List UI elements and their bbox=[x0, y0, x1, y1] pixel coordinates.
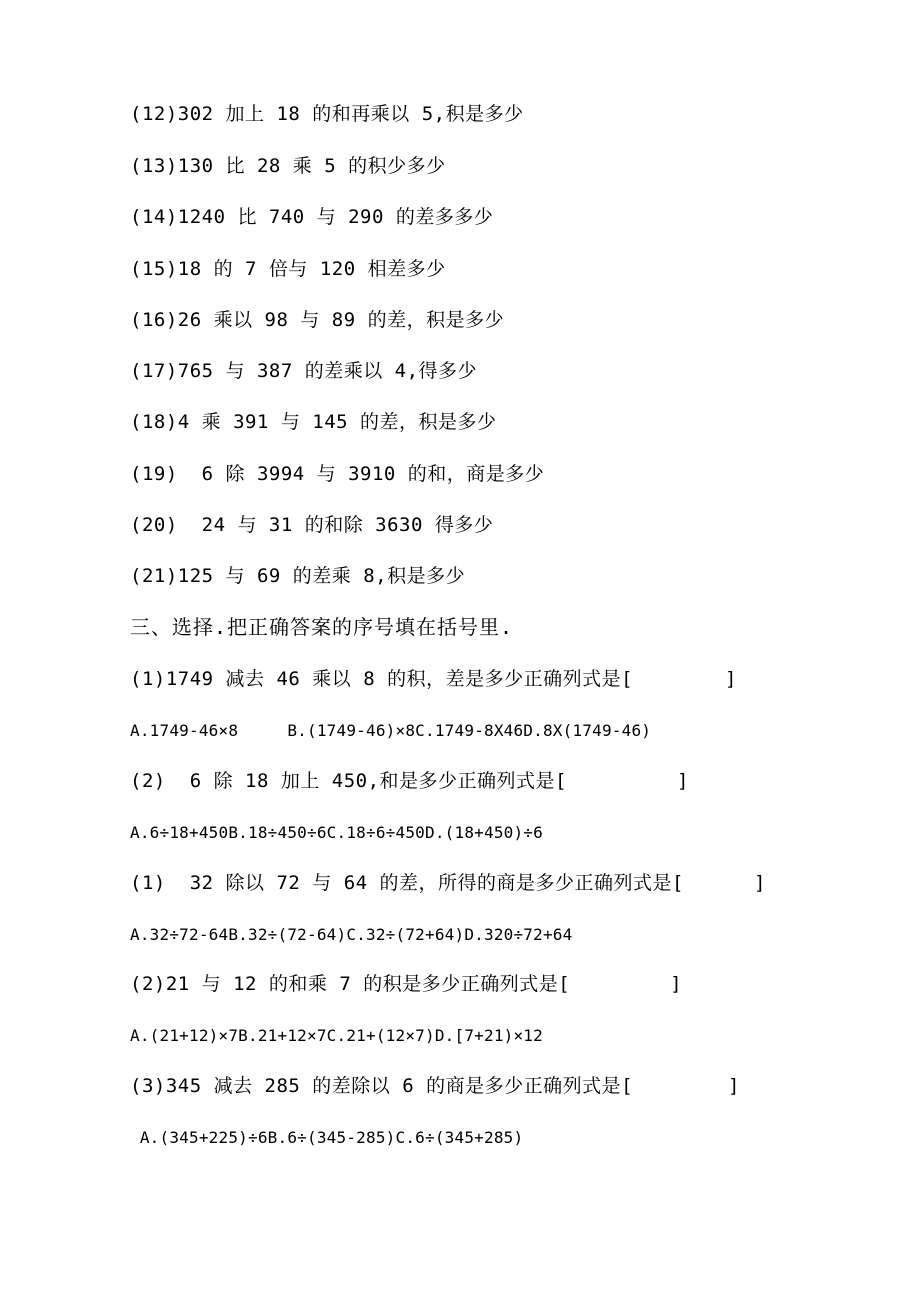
choice-options-3: A.32÷72-64B.32÷(72-64)C.32÷(72+64)D.320÷72+64 bbox=[130, 925, 573, 944]
bracket-close: ] bbox=[753, 872, 766, 894]
problem-16: (16)26 乘以 98 与 89 的差，积是多少 bbox=[130, 309, 505, 331]
choice-question-1 bbox=[130, 670, 737, 689]
choice-options-5: A.(345+225)÷6B.6÷(345-285)C.6÷(345+285) bbox=[130, 1128, 524, 1147]
problem-19: (19) 6 除 3994 与 3910 的和，商是多少 bbox=[130, 463, 545, 485]
problem-18: (18)4 乘 391 与 145 的差，积是多少 bbox=[130, 411, 497, 433]
bracket-close: ] bbox=[676, 770, 689, 792]
choice-question-text: (3)345 减去 285 的差除以 6 的商是多少正确列式是[ bbox=[130, 1075, 634, 1097]
problem-13: (13)130 比 28 乘 5 的积少多少 bbox=[130, 155, 446, 177]
choice-question-2 bbox=[130, 772, 689, 791]
bracket-close: ] bbox=[728, 1075, 740, 1097]
choice-options-1: A.1749-46×8 B.(1749-46)×8C.1749-8X46D.8X(1749-46) bbox=[130, 721, 652, 740]
choice-question-5 bbox=[130, 1077, 740, 1096]
problem-17: (17)765 与 387 的差乘以 4,得多少 bbox=[130, 360, 478, 382]
problem-12: (12)302 加上 18 的和再乘以 5,积是多少 bbox=[130, 103, 524, 125]
problem-21: (21)125 与 69 的差乘 8,积是多少 bbox=[130, 565, 466, 587]
choice-question-4 bbox=[130, 975, 682, 994]
section-title: 三、选择.把正确答案的序号填在括号里. bbox=[130, 615, 514, 639]
problem-15: (15)18 的 7 倍与 120 相差多少 bbox=[130, 258, 446, 280]
choice-options-2: A.6÷18+450B.18÷450÷6C.18÷6÷450D.(18+450)÷6 bbox=[130, 823, 543, 842]
bracket-close: ] bbox=[670, 973, 683, 995]
choice-question-text: (1) 32 除以 72 与 64 的差，所得的商是多少正确列式是[ bbox=[130, 872, 684, 894]
problem-14: (14)1240 比 740 与 290 的差多多少 bbox=[130, 206, 494, 228]
bracket-close: ] bbox=[725, 668, 737, 690]
choice-question-text: (2)21 与 12 的和乘 7 的积是多少正确列式是[ bbox=[130, 973, 571, 995]
choice-question-text: (1)1749 减去 46 乘以 8 的积，差是多少正确列式是[ bbox=[130, 668, 634, 690]
choice-question-3 bbox=[130, 874, 766, 893]
choice-question-text: (2) 6 除 18 加上 450,和是多少正确列式是[ bbox=[130, 770, 567, 792]
problem-20: (20) 24 与 31 的和除 3630 得多少 bbox=[130, 514, 494, 536]
choice-options-4: A.(21+12)×7B.21+12×7C.21+(12×7)D.[7+21)×12 bbox=[130, 1026, 543, 1045]
